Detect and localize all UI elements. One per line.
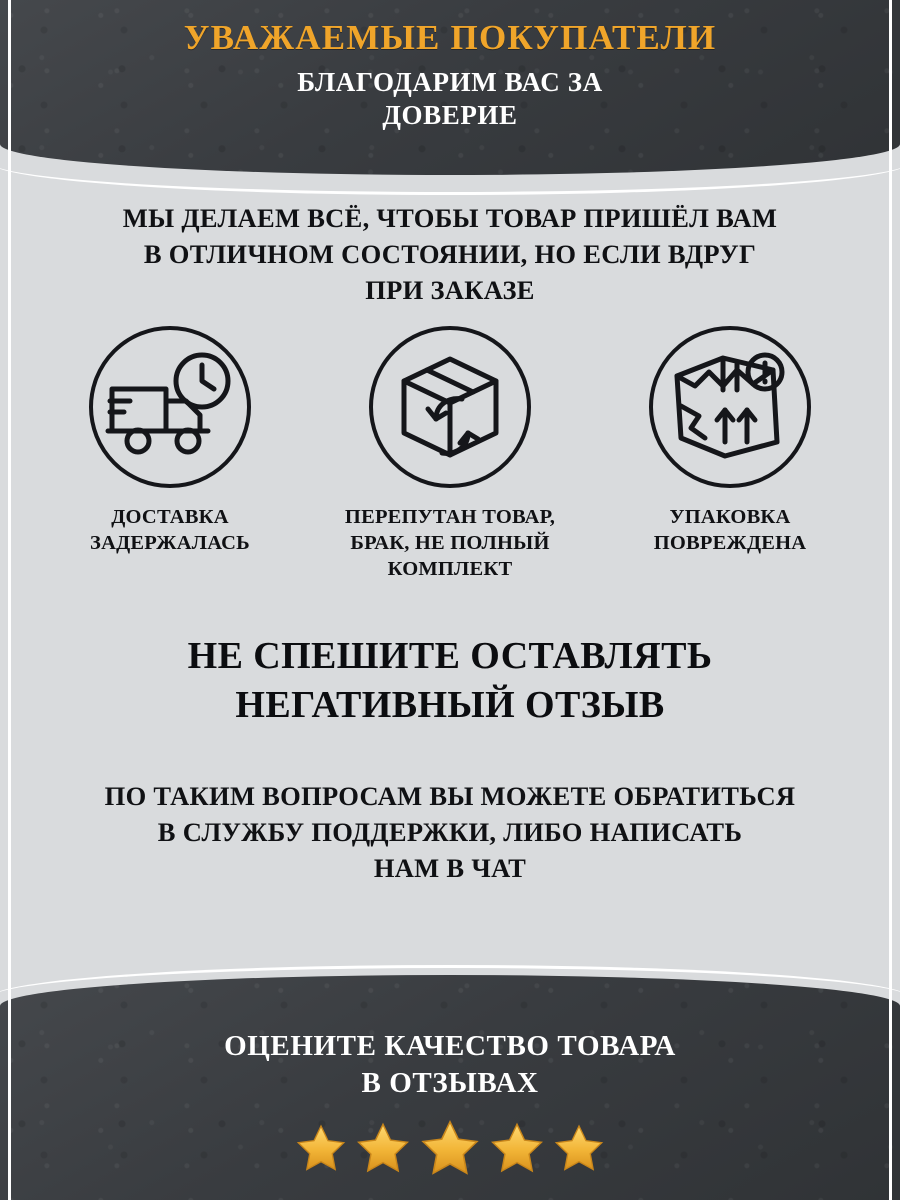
damaged-package-glyph [665, 346, 795, 468]
star-icon [294, 1122, 348, 1176]
issue-caption-line-2: БРАК, НЕ ПОЛНЫЙ [350, 532, 550, 555]
star-icon [552, 1122, 606, 1176]
issue-caption-line-1: ПЕРЕПУТАН ТОВАР, [344, 506, 556, 528]
callout-line-2: НЕГАТИВНЫЙ ОТЗЫВ [235, 683, 665, 726]
header-title: УВАЖАЕМЫЕ ПОКУПАТЕЛИ [183, 18, 717, 57]
intro-line-3: ПРИ ЗАКАЗЕ [365, 275, 535, 306]
left-frame-edge [8, 0, 11, 1200]
right-frame-edge [889, 0, 892, 1200]
issues-row [40, 326, 860, 583]
header [0, 18, 900, 132]
star-icon [418, 1117, 482, 1181]
issue-item-delivery-delayed [40, 326, 300, 556]
header-subtitle-line-1: БЛАГОДАРИМ ВАС ЗА [297, 67, 603, 98]
issue-caption-line-2: ЗАДЕРЖАЛАСЬ [90, 532, 250, 555]
issue-caption-delivery-delayed [90, 504, 250, 556]
issue-caption-wrong-or-defective [345, 504, 555, 583]
intro-line-2: В ОТЛИЧНОМ СОСТОЯНИИ, НО ЕСЛИ ВДРУГ [143, 239, 757, 270]
issue-caption-damaged-package [654, 504, 807, 556]
issue-item-damaged-package [600, 326, 860, 556]
intro-line-1: МЫ ДЕЛАЕМ ВСЁ, ЧТОБЫ ТОВАР ПРИШЁЛ ВАМ [122, 203, 778, 233]
footer-title [0, 1028, 900, 1101]
star-icon [488, 1120, 546, 1178]
header-subtitle [0, 66, 900, 132]
issue-caption-line-3: КОМПЛЕКТ [387, 558, 513, 581]
support-line-3: НАМ В ЧАТ [373, 853, 527, 884]
box-return-arrow-glyph [384, 347, 516, 467]
support-line-2: В СЛУЖБУ ПОДДЕРЖКИ, ЛИБО НАПИСАТЬ [157, 817, 743, 848]
box-return-arrow-icon [369, 326, 531, 488]
damaged-package-icon [649, 326, 811, 488]
issue-item-wrong-or-defective [320, 326, 580, 583]
footer-line-1: ОЦЕНИТЕ КАЧЕСТВО ТОВАРА [224, 1030, 676, 1062]
rating-stars [0, 1117, 900, 1181]
issue-caption-line-1: ДОСТАВКА [111, 506, 229, 528]
issue-caption-line-2: ПОВРЕЖДЕНА [653, 532, 807, 555]
delivery-truck-clock-icon [89, 326, 251, 488]
issue-caption-line-1: УПАКОВКА [669, 506, 791, 528]
intro-text [60, 200, 840, 308]
delivery-truck-clock-glyph [104, 349, 236, 465]
header-subtitle-line-2: ДОВЕРИЕ [382, 100, 518, 131]
callout-line-1: НЕ СПЕШИТЕ ОСТАВЛЯТЬ [187, 635, 713, 677]
star-icon [354, 1120, 412, 1178]
support-text [50, 778, 850, 886]
support-line-1: ПО ТАКИМ ВОПРОСАМ ВЫ МОЖЕТЕ ОБРАТИТЬСЯ [104, 781, 796, 811]
footer [0, 1028, 900, 1181]
footer-line-2: В ОТЗЫВАХ [361, 1066, 539, 1099]
callout-text [60, 632, 840, 729]
